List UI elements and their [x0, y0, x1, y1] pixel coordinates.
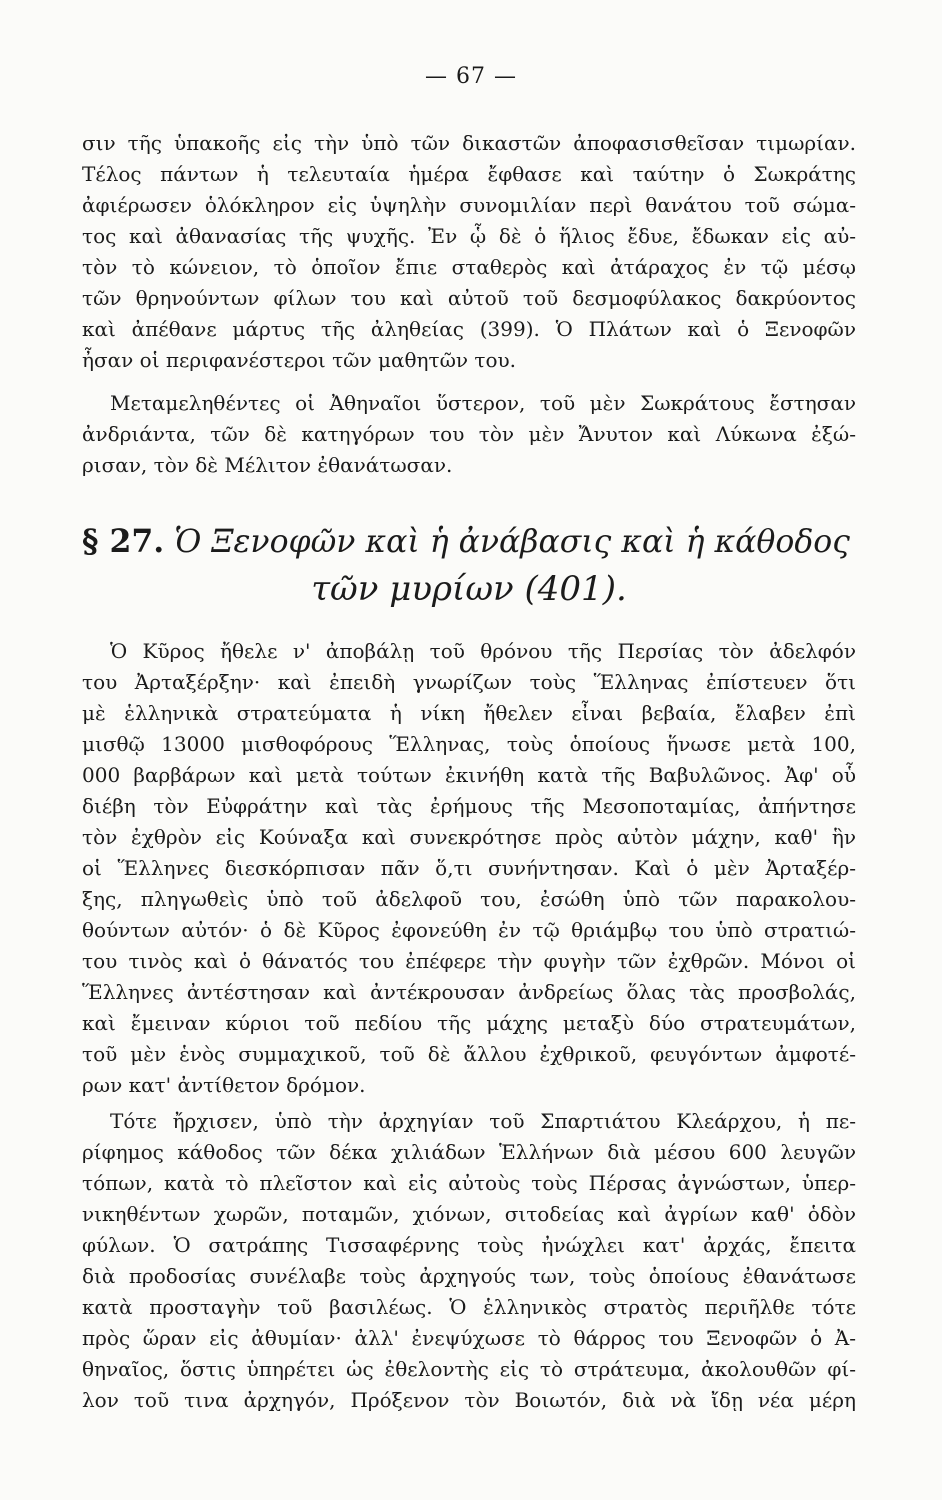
text-line: οἱ Ἕλληνες διεσκόρπισαν πᾶν ὅ,τι συνήντησαν. Καὶ ὁ μὲν Ἀρταξέρ-	[82, 856, 856, 880]
section-heading-line-1	[82, 518, 856, 566]
text-line: ρίφημος κάθοδος τῶν δέκα χιλιάδων Ἑλλήνων διὰ μέσου 600 λευγῶν	[82, 1140, 856, 1164]
text-line: νικηθέντων χωρῶν, ποταμῶν, χιόνων, σιτοδείας καὶ ἀγρίων καθ' ὁδὸν	[82, 1202, 856, 1226]
text-line: Τέλος πάντων ἡ τελευταία ἡμέρα ἔφθασε καὶ ταύτην ὁ Σωκράτης	[82, 162, 856, 186]
page-number: — 67 —	[425, 64, 517, 89]
text-line: κατὰ προσταγὴν τοῦ βασιλέως. Ὁ ἑλληνικὸς στρατὸς περιῆλθε τότε	[82, 1295, 856, 1319]
text-line: θηναῖος, ὅστις ὑπηρέτει ὡς ἐθελοντὴς εἰς τὸ στράτευμα, ἀκολουθῶν φί-	[82, 1357, 856, 1381]
text-line: ἀφιέρωσεν ὁλόκληρον εἰς ὑψηλὴν συνομιλίαν περὶ θανάτου τοῦ σώμα-	[82, 193, 856, 217]
text-line: ρων κατ' ἀντίθετον δρόμον.	[82, 1073, 366, 1097]
text-line: σιν τῆς ὑπακοῆς εἰς τὴν ὑπὸ τῶν δικαστῶν ἀποφασισθεῖσαν τιμωρίαν.	[82, 131, 856, 155]
paragraph-athenians-regret	[82, 388, 856, 481]
text-line: ἦσαν οἱ περιφανέστεροι τῶν μαθητῶν του.	[82, 348, 517, 372]
text-line: μισθῷ 13000 μισθοφόρους Ἕλληνας, τοὺς ὁποίους ἥνωσε μετὰ 100,	[82, 732, 856, 756]
section-number: § 27.	[82, 523, 165, 560]
text-line: καὶ ἀπέθανε μάρτυς τῆς ἀληθείας (399). Ὁ Πλάτων καὶ ὁ Ξενοφῶν	[82, 317, 856, 341]
text-line: ξης, πληγωθεὶς ὑπὸ τοῦ ἀδελφοῦ του, ἐσώθη ὑπὸ τῶν παρακολου-	[82, 887, 856, 911]
section-heading	[82, 518, 856, 612]
text-line: Μεταμεληθέντες οἱ Ἀθηναῖοι ὕστερον, τοῦ μὲν Σωκράτους ἔστησαν	[110, 391, 856, 415]
text-line: λον τοῦ τινα ἀρχηγόν, Πρόξενον τὸν Βοιωτόν, διὰ νὰ ἴδῃ νέα μέρη	[82, 1388, 856, 1412]
text-line: πρὸς ὥραν εἰς ἀθυμίαν· ἀλλ' ἐνεψύχωσε τὸ θάρρος του Ξενοφῶν ὁ Ἀ-	[82, 1326, 856, 1350]
text-line: ρισαν, τὸν δὲ Μέλιτον ἐθανάτωσαν.	[82, 453, 453, 477]
text-line: 000 βαρβάρων καὶ μετὰ τούτων ἐκινήθη κατὰ τῆς Βαβυλῶνος. Ἀφ' οὗ	[82, 763, 856, 787]
paragraph-retreat-ten-thousand	[82, 1106, 856, 1416]
text-line: τὸν τὸ κώνειον, τὸ ὁποῖον ἔπιε σταθερὸς καὶ ἀτάραχος ἐν τῷ μέσῳ	[82, 255, 856, 279]
text-line: τόπων, κατὰ τὸ πλεῖστον καὶ εἰς αὐτοὺς τοὺς Πέρσας ἀγνώστων, ὑπερ-	[82, 1171, 856, 1195]
text-line: καὶ ἔμειναν κύριοι τοῦ πεδίου τῆς μάχης μεταξὺ δύο στρατευμάτων,	[82, 1011, 856, 1035]
text-line: ἀνδριάντα, τῶν δὲ κατηγόρων του τὸν μὲν Ἄνυτον καὶ Λύκωνα ἐξώ-	[82, 422, 856, 446]
section-title-part-1: Ὁ Ξενοφῶν καὶ ἡ ἀνάβασις καὶ ἡ κάθοδος	[174, 524, 850, 560]
text-line: Ὁ Κῦρος ἤθελε ν' ἀποβάλῃ τοῦ θρόνου τῆς Περσίας τὸν ἀδελφόν	[110, 639, 856, 663]
text-line: τοῦ μὲν ἑνὸς συμμαχικοῦ, τοῦ δὲ ἄλλου ἐχθρικοῦ, φευγόντων ἀμφοτέ-	[82, 1042, 856, 1066]
paragraph-cyrus-campaign	[82, 636, 856, 1101]
text-line: διέβη τὸν Εὐφράτην καὶ τὰς ἐρήμους τῆς Μεσοποταμίας, ἀπήντησε	[82, 794, 856, 818]
paragraph-socrates-death	[82, 128, 856, 376]
text-line: διὰ προδοσίας συνέλαβε τοὺς ἀρχηγούς των, τοὺς ὁποίους ἐθανάτωσε	[82, 1264, 856, 1288]
text-line: Ἕλληνες ἀντέστησαν καὶ ἀντέκρουσαν ἀνδρείως ὅλας τὰς προσβολάς,	[82, 980, 856, 1004]
text-line: Τότε ἤρχισεν, ὑπὸ τὴν ἀρχηγίαν τοῦ Σπαρτιάτου Κλεάρχου, ἡ πε-	[110, 1109, 856, 1133]
text-line: του τινὸς καὶ ὁ θάνατός του ἐπέφερε τὴν φυγὴν τῶν ἐχθρῶν. Μόνοι οἱ	[82, 949, 856, 973]
text-line: φύλων. Ὁ σατράπης Τισσαφέρνης τοὺς ἠνώχλει κατ' ἀρχάς, ἔπειτα	[82, 1233, 856, 1257]
text-line: τῶν θρηνούντων φίλων του καὶ αὐτοῦ τοῦ δεσμοφύλακος δακρύοντος	[82, 286, 856, 310]
text-line: τὸν ἐχθρὸν εἰς Κούναξα καὶ συνεκρότησε πρὸς αὐτὸν μάχην, καθ' ἣν	[82, 825, 856, 849]
text-line: μὲ ἑλληνικὰ στρατεύματα ἡ νίκη ἤθελεν εἶναι βεβαία, ἔλαβεν ἐπὶ	[82, 701, 856, 725]
section-title-part-2: τῶν μυρίων (401).	[311, 569, 627, 609]
text-line: του Ἀρταξέρξην· καὶ ἐπειδὴ γνωρίζων τοὺς Ἕλληνας ἐπίστευεν ὅτι	[82, 670, 856, 694]
text-line: θούντων αὐτόν· ὁ δὲ Κῦρος ἐφονεύθη ἐν τῷ θριάμβῳ του ὑπὸ στρατιώ-	[82, 918, 856, 942]
text-line: τος καὶ ἀθανασίας τῆς ψυχῆς. Ἐν ᾧ δὲ ὁ ἥλιος ἔδυε, ἔδωκαν εἰς αὐ-	[82, 224, 856, 248]
